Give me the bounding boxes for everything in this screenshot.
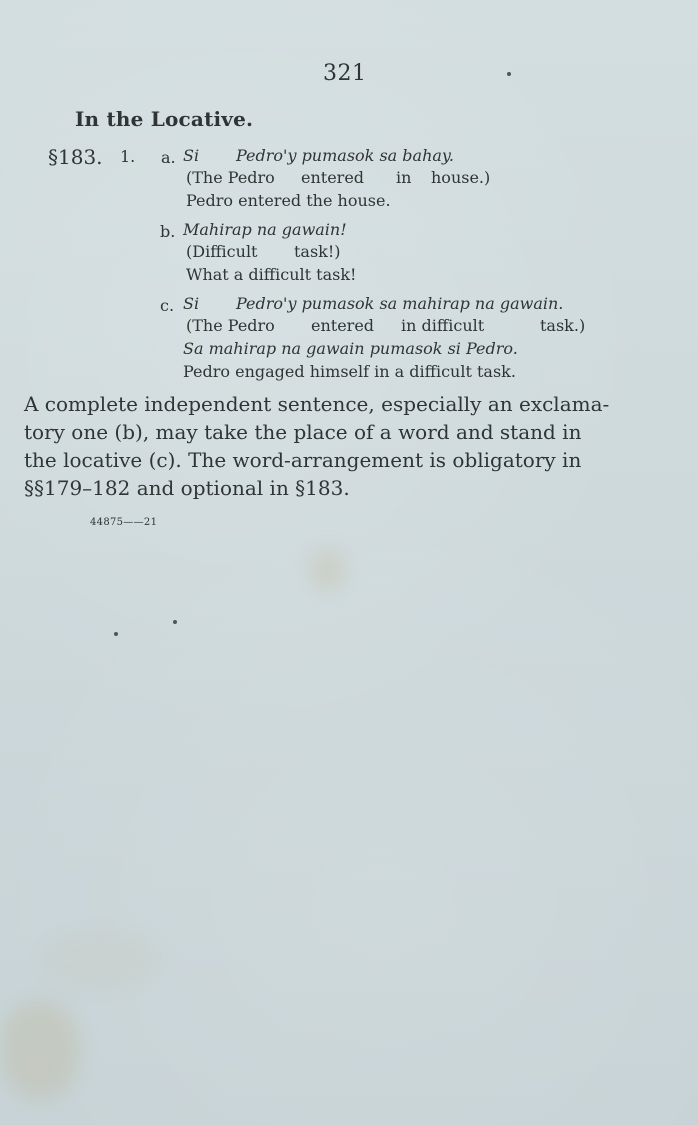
paragraph-line: tory one (b), may take the place of a word and stand in [24, 420, 582, 444]
example-b-gloss-part: (Difficult [186, 242, 258, 261]
example-c-gloss-part: task.) [540, 316, 586, 335]
example-c-tagalog-prefix: Si [183, 294, 200, 313]
printer-footnote: 44875——21 [90, 517, 158, 528]
print-speck [173, 620, 177, 624]
example-a-gloss-part: house.) [431, 168, 491, 187]
paragraph-line: §§179–182 and optional in §183. [24, 476, 350, 500]
example-label-c: c. [160, 296, 175, 315]
example-b-gloss-part: task!) [294, 242, 341, 261]
paper-stain [40, 930, 160, 990]
paper-stain [0, 1000, 80, 1100]
example-c-gloss-part: (The Pedro [186, 316, 275, 335]
paragraph-line: A complete independent sentence, especially an exclama- [24, 392, 610, 416]
example-b-tagalog: Mahirap na gawain! [183, 220, 347, 239]
print-speck [114, 632, 118, 636]
paragraph-line: the locative (c). The word-arrangement is obligatory in [24, 448, 582, 472]
example-c-gloss-part: entered [311, 316, 375, 335]
example-a-gloss-part: in [396, 168, 412, 187]
print-speck [507, 72, 511, 76]
example-label-b: b. [160, 222, 176, 241]
example-a-translation: Pedro entered the house. [186, 191, 391, 210]
section-heading: In the Locative. [75, 107, 254, 131]
explanatory-paragraph [24, 390, 652, 502]
example-a-gloss-part: (The Pedro [186, 168, 275, 187]
example-c-gloss-part: in difficult [401, 316, 485, 335]
example-label-a: a. [161, 148, 176, 167]
page-number: 321 [323, 61, 367, 86]
section-number: §183. [48, 145, 103, 169]
example-c-tagalog: Pedro'y pumasok sa mahirap na gawain. [236, 294, 564, 313]
example-b-translation: What a difficult task! [186, 265, 357, 284]
example-number: 1. [120, 147, 136, 166]
example-a-tagalog: Pedro'y pumasok sa bahay. [236, 146, 454, 165]
example-c-translation: Pedro engaged himself in a difficult task. [183, 362, 516, 381]
example-a-gloss-part: entered [301, 168, 365, 187]
paper-stain [310, 550, 345, 590]
example-a-tagalog-prefix: Si [183, 146, 200, 165]
example-c-tagalog-alternate: Sa mahirap na gawain pumasok si Pedro. [183, 339, 518, 358]
